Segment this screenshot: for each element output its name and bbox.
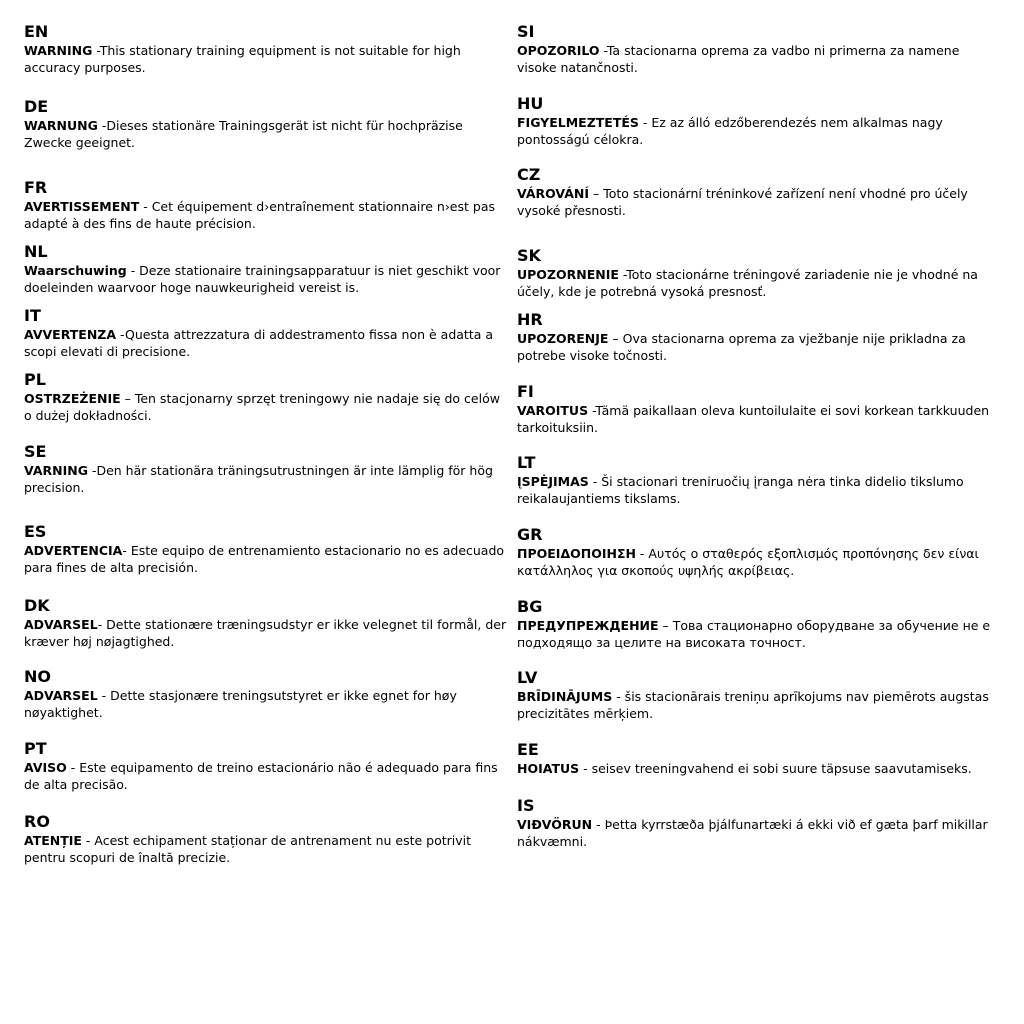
warning-body: -Ta stacionarna oprema za vadbo ni primerna za namene visoke natančnosti. [517,43,960,75]
language-code: LV [517,668,538,687]
warning-text [517,760,1001,777]
warning-text [24,117,508,151]
language-code: EN [24,22,49,41]
warning-label: Waarschuwing [24,263,127,278]
language-code: EE [517,740,539,759]
warning-body: - Þetta kyrrstæða þjálfunartæki á ekki við ef gæta þarf mikillar nákvæmni. [517,817,988,849]
warning-no [24,668,508,721]
language-code: NO [24,667,51,686]
language-code: SE [24,442,47,461]
warning-label: ADVARSEL [24,617,98,632]
warning-es [24,523,508,576]
warning-body: – Ova stacionarna oprema za vježbanje nije prikladna za potrebe visoke točnosti. [517,331,966,363]
warning-label: VARNING [24,463,88,478]
warning-hr [517,311,1001,364]
warning-label: AVERTISSEMENT [24,199,140,214]
warning-body: -This stationary training equipment is not suitable for high accuracy purposes. [24,43,461,75]
warning-body: -Dieses stationäre Trainingsgerät ist nicht für hochpräzise Zwecke geeignet. [24,118,463,150]
language-code: BG [517,597,543,616]
warning-body: -Tämä paikallaan oleva kuntoilulaite ei sovi korkean tarkkuuden tarkoituksiin. [517,403,990,435]
warning-body: - Dette stasjonære treningsutstyret er ikke egnet for høy nøyaktighet. [24,688,457,720]
warning-body: - šis stacionārais treniņu aprīkojums nav piemērots augstas precizitātes mērķiem. [517,689,989,721]
warning-label: VIÐVÖRUN [517,817,593,832]
language-code: DK [24,596,50,615]
language-code: IS [517,796,535,815]
warning-bg [517,598,1001,651]
language-code: FI [517,382,534,401]
warning-text [517,473,1001,507]
warning-text [517,266,1001,300]
warning-label: WARNUNG [24,118,98,133]
warning-body: - Deze stationaire trainingsapparatuur is niet geschikt voor doeleinden waarvoor hoge nauwkeurigheid vereist is. [24,263,501,295]
warning-de [24,98,508,151]
warning-label: ĮSPĖJIMAS [517,474,589,489]
warning-label: UPOZORNENIE [517,267,619,282]
warning-label: ADVERTENCIA [24,543,123,558]
warning-body: - Dette stationære træningsudstyr er ikke velegnet til formål, der kræver høj nøjagtighed. [24,617,507,649]
language-code: ES [24,522,47,541]
warning-text [24,390,508,424]
warning-label: AVISO [24,760,67,775]
warning-text [24,326,508,360]
warning-body: - Αυτός ο σταθερός εξοπλισμός προπόνησης δεν είναι κατάλληλος για σκοπούς υψηλής ακρίβειας. [517,546,979,578]
warning-text [24,616,508,650]
warning-en [24,23,508,76]
warning-label: FIGYELMEZTETÉS [517,115,639,130]
warning-is [517,797,1001,850]
language-code: RO [24,812,50,831]
warning-text [24,542,508,576]
warning-text [517,114,1001,148]
warning-body: - Ez az álló edzőberendezés nem alkalmas nagy pontosságú célokra. [517,115,943,147]
warning-hu [517,95,1001,148]
warning-label: OPOZORILO [517,43,600,58]
warning-label: BRĪDINĀJUMS [517,689,613,704]
warning-body: -Toto stacionárne tréningové zariadenie nie je vhodné na účely, kde je potrebná vysoká presnosť. [517,267,978,299]
language-code: DE [24,97,49,116]
language-code: FR [24,178,48,197]
warning-si [517,23,1001,76]
warning-body: -Questa attrezzatura di addestramento fissa non è adatta a scopi elevati di precisione. [24,327,494,359]
warning-body: - Este equipamento de treino estacionário não é adequado para fins de alta precisão. [24,760,498,792]
warning-text [517,816,1001,850]
warning-body: - Este equipo de entrenamiento estacionario no es adecuado para fines de alta precisión. [24,543,505,575]
warning-text [24,42,508,76]
warning-text [24,198,508,232]
warning-label: ПРЕДУПРЕЖДЕНИЕ [517,618,659,633]
warning-text [24,759,508,793]
warning-body: – Toto stacionární tréninkové zařízení není vhodné pro účely vysoké přesnosti. [517,186,968,218]
warning-sk [517,247,1001,300]
warning-gr [517,526,1001,579]
warning-text [24,687,508,721]
language-code: SK [517,246,541,265]
warning-body: - seisev treeningvahend ei sobi suure täpsuse saavutamiseks. [579,761,972,776]
warning-label: ΠΡΟΕΙΔΟΠΟΙΗΣΗ [517,546,636,561]
warning-text [517,185,1001,219]
warning-label: UPOZORENJE [517,331,609,346]
warning-cz [517,166,1001,219]
warning-pl [24,371,508,424]
warning-text [517,402,1001,436]
warning-pt [24,740,508,793]
language-code: HR [517,310,543,329]
warning-text [517,545,1001,579]
language-code: IT [24,306,41,325]
warning-label: OSTRZEŻENIE [24,391,121,406]
warning-text [24,462,508,496]
warning-body: – Това стационарно оборудване за обучение не е подходящо за целите на високата точност. [517,618,991,650]
warning-ee [517,741,1001,777]
warning-text [24,832,508,866]
warning-nl [24,243,508,296]
warning-label: VAROITUS [517,403,589,418]
warning-body: – Ten stacjonarny sprzęt treningowy nie nadaje się do celów o dużej dokładności. [24,391,500,423]
warning-text [517,330,1001,364]
warning-it [24,307,508,360]
warning-lv [517,669,1001,722]
language-code: NL [24,242,48,261]
warning-text [517,42,1001,76]
language-code: PL [24,370,46,389]
warning-label: VÁROVÁNÍ [517,186,590,201]
warning-body: -Den här stationära träningsutrustningen är inte lämplig för hög precision. [24,463,493,495]
warning-label: ADVARSEL [24,688,98,703]
warning-dk [24,597,508,650]
language-code: HU [517,94,544,113]
warning-text [517,617,1001,651]
warning-fi [517,383,1001,436]
language-code: SI [517,22,535,41]
warning-se [24,443,508,496]
language-code: PT [24,739,47,758]
warning-fr [24,179,508,232]
warning-text [24,262,508,296]
warning-lt [517,454,1001,507]
language-code: LT [517,453,536,472]
warning-body: - Cet équipement d›entraînement stationnaire n›est pas adapté à des fins de haute précision. [24,199,495,231]
language-code: GR [517,525,543,544]
language-code: CZ [517,165,541,184]
warning-ro [24,813,508,866]
warning-body: - Acest echipament staționar de antrenament nu este potrivit pentru scopuri de înaltă precizie. [24,833,472,865]
warning-label: HOIATUS [517,761,580,776]
warning-label: WARNING [24,43,93,58]
warning-label: AVVERTENZA [24,327,117,342]
warning-label: ATENȚIE [24,833,82,848]
warning-body: - Ši stacionari treniruočių įranga nėra tinka didelio tikslumo reikalaujantiems tikslams. [517,474,964,506]
warning-text [517,688,1001,722]
